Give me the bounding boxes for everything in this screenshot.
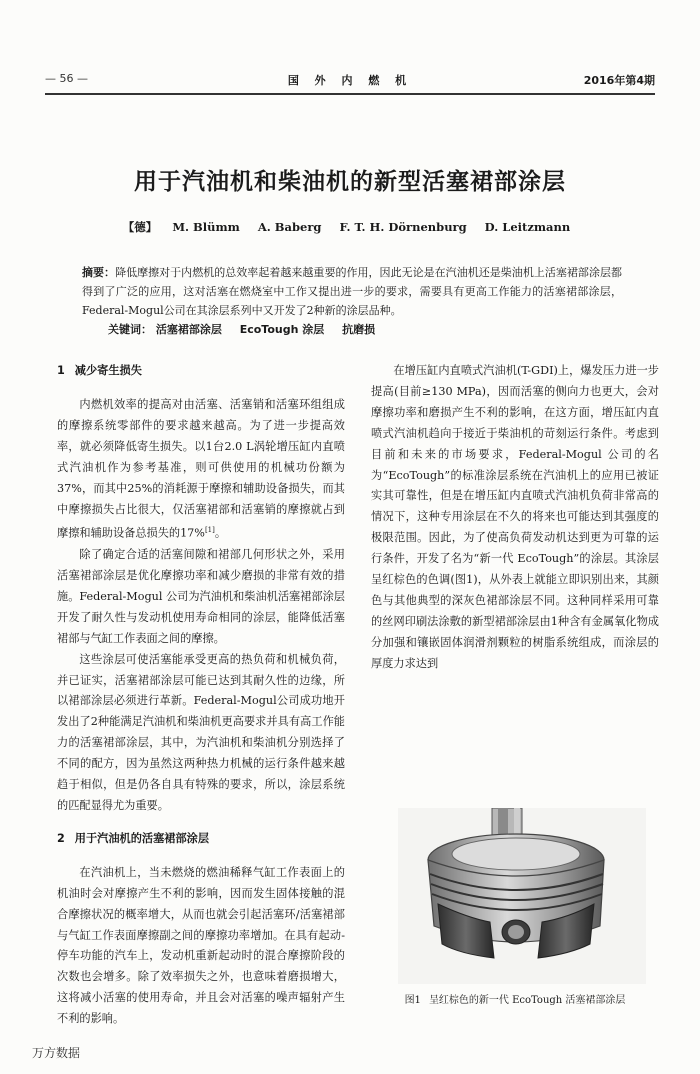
keywords	[108, 321, 622, 337]
abstract-label: 摘要：	[82, 266, 116, 279]
keyword: EcoTough 涂层	[239, 323, 325, 336]
right-column	[371, 361, 659, 675]
keyword: 抗磨损	[342, 323, 376, 336]
keywords-label: 关键词：	[108, 323, 152, 336]
running-header	[45, 70, 655, 90]
article-title: 用于汽油机和柴油机的新型活塞裙部涂层	[134, 169, 566, 195]
section-title: 用于汽油机的活塞裙部涂层	[74, 831, 210, 845]
section-2-heading	[57, 829, 345, 849]
section-number: 1	[57, 364, 65, 377]
abstract	[82, 263, 622, 320]
issue-label: 2016年第4期	[583, 74, 655, 87]
header-rule	[45, 93, 655, 95]
piston-figure	[398, 808, 646, 984]
paragraph	[57, 395, 345, 545]
paragraph: 除了确定合适的活塞间隙和裙部几何形状之外，采用活塞裙部涂层是优化摩擦功率和减少磨损的非常有效的措施。Federal-Mogul 公司为汽油机和柴油机活塞裙部涂层开发了耐久性与发动机使用寿命相同的涂层，能降低活塞裙部与气缸工作表面之间的摩擦。	[57, 548, 345, 645]
paragraph: 这些涂层可使活塞能承受更高的热负荷和机械负荷，并已证实，活塞裙部涂层可能已达到其耐久性的边缘，所以裙部涂层必须进行革新。Federal-Mogul公司成功地开发出了2种能满足汽油机和柴油机更高要求并具有高工作能力的活塞裙部涂层，其中，为汽油机和柴油机分别选择了不同的配方，因为虽然这两种热力机械的运行条件越来越趋于相似，但是仍各自具有特殊的要求，所以，涂层系统的匹配显得尤为重要。	[57, 652, 345, 812]
citation: [1]	[204, 526, 215, 535]
left-column	[57, 361, 345, 1030]
author-country: 【德】	[122, 220, 158, 234]
section-number: 2	[57, 831, 65, 845]
figure-caption-text: 呈红棕色的新一代 EcoTough 活塞裙部涂层	[428, 995, 626, 1006]
page-number: — 56 —	[45, 72, 88, 85]
author-line	[0, 219, 700, 235]
author: D. Leitzmann	[484, 220, 571, 234]
figure-number: 图1	[404, 995, 421, 1006]
author: M. Blümm	[172, 220, 240, 234]
keyword: 活塞裙部涂层	[155, 323, 222, 336]
paragraph: 在汽油机上，当未燃烧的燃油稀释气缸工作表面上的机油时会对摩擦产生不利的影响，因而发生固体接触的混合摩擦状况的概率增大，从而也就会引起活塞环/活塞裙部与气缸工作表面摩擦副之间的摩擦功率增加。在具有起动-停车功能的汽车上，发动机重新起动时的混合摩擦阶段的次数也会增多。除了效率损失之外，也意味着磨损增大，这将减小活塞的使用寿命，并且会对活塞的噪声辐射产生不利的影响。	[57, 865, 345, 1026]
paragraph: 在增压缸内直喷式汽油机(T-GDI)上，爆发压力进一步提高(目前≥130 MPa)，因而活塞的侧向力也更大，会对摩擦功率和磨损产生不利的影响，在这方面，增压缸内直喷式汽油机趋向于接近于柴油机的苛刻运行条件。考虑到目前和未来的市场要求，Federal-Mogul 公司的名为“EcoTough”的标准涂层系统在汽油机上的应用已被证实其可靠性，但是在增压缸内直喷式汽油机负荷非常高的情况下，这种专用涂层在不久的将来也可能达到其强度的极限范围。因此，为了使高负荷发动机达到更为可靠的运行条件，开发了名为“新一代 EcoTough”的涂层。其涂层呈红棕色的色调(图1)，从外表上就能立即识别出来，其颜色与其他典型的深灰色裙部涂层不同。这种同样采用可靠的丝网印刷法涂敷的新型裙部涂层由1种含有金属氧化物成分加强和镶嵌固体润滑剂颗粒的树脂系统组成，而涂层的厚度力求达到	[371, 364, 659, 670]
footer-watermark: 万方数据	[32, 1046, 81, 1060]
abstract-text: 降低摩擦对于内燃机的总效率起着越来越重要的作用，因此无论是在汽油机还是柴油机上活塞裙部涂层都得到了广泛的应用，这对活塞在燃烧室中工作又提出进一步的要求，需要具有更高工作能力的活塞裙部涂层，Federal-Mogul公司在其涂层系列中又开发了2种新的涂层品种。	[82, 266, 622, 317]
figure-caption	[371, 991, 659, 1006]
paragraph-end: 。	[214, 527, 227, 541]
author: A. Baberg	[257, 220, 322, 234]
section-1-heading	[57, 361, 345, 381]
author: F. T. H. Dörnenburg	[339, 220, 467, 234]
section-title: 减少寄生损失	[74, 364, 142, 377]
piston-body	[428, 834, 604, 958]
journal-name: 国 外 内 燃 机	[287, 74, 413, 87]
paragraph-text: 内燃机效率的提高对由活塞、活塞销和活塞环组组成的摩擦系统零部件的要求越来越高。为了进一步提高效率，就必须降低寄生损失。以1台2.0 L涡轮增压缸内直喷式汽油机作为参考基准，则可供使用的机械功份额为37%，而其中25%的消耗源于摩擦和辅助设备损失，而其中摩擦损失占比很大，仅活塞裙部和活塞销的摩擦就占到摩擦和辅助设备总损失的17%	[57, 398, 345, 541]
